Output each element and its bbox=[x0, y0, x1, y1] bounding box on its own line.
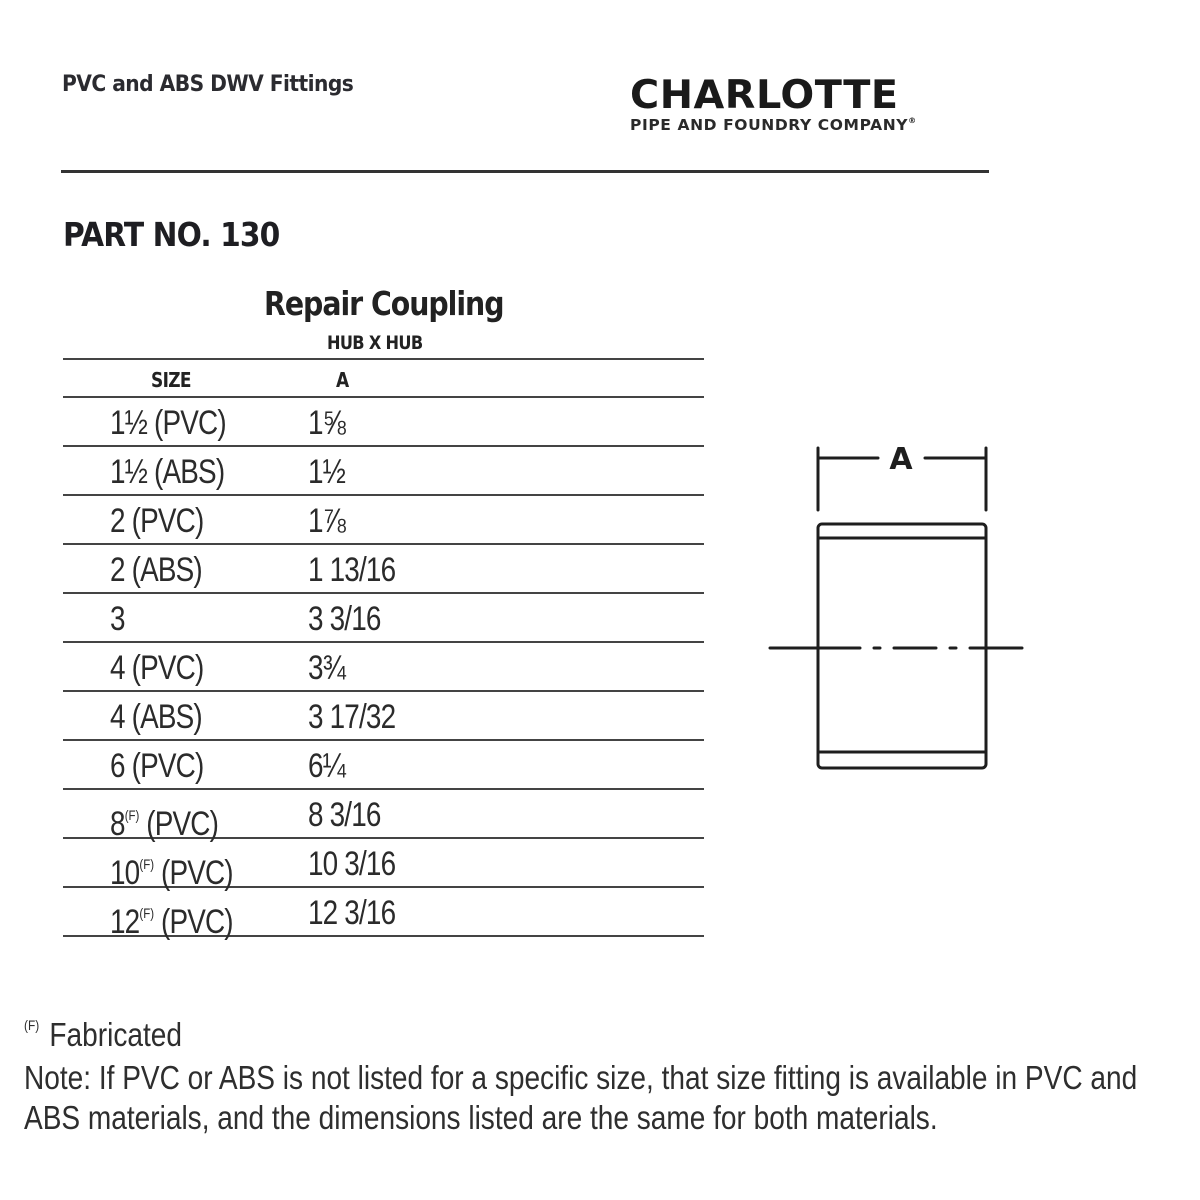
table-header-row bbox=[63, 360, 704, 396]
size-cell: 1½ (PVC) bbox=[110, 404, 226, 442]
brand-subtitle-text: PIPE AND FOUNDRY COMPANY bbox=[630, 116, 909, 134]
size-cell: 4 (PVC) bbox=[110, 649, 204, 687]
table-row bbox=[63, 447, 704, 494]
dimension-a-cell: 1⅝ bbox=[308, 404, 346, 442]
material-label: (PVC) bbox=[154, 854, 233, 892]
size-cell bbox=[110, 893, 233, 942]
table-row bbox=[63, 398, 704, 445]
dimension-a-cell: 3¾ bbox=[308, 649, 346, 687]
size-cell: 4 (ABS) bbox=[110, 698, 202, 736]
dimension-label: A bbox=[889, 442, 913, 477]
table-row bbox=[63, 741, 704, 788]
header-divider bbox=[61, 170, 989, 173]
dimension-a-cell: 3 3/16 bbox=[308, 600, 381, 638]
brand-logo bbox=[630, 74, 990, 134]
column-header-a: A bbox=[336, 368, 349, 392]
brand-subtitle bbox=[630, 116, 990, 134]
dimension-a-cell: 1⅞ bbox=[308, 502, 346, 540]
material-label: (PVC) bbox=[139, 805, 219, 843]
table-row bbox=[63, 692, 704, 739]
dimension-a-cell: 3 17/32 bbox=[308, 698, 396, 736]
dimension-a-cell: 8 3/16 bbox=[308, 796, 381, 834]
document-category-title: PVC and ABS DWV Fittings bbox=[62, 72, 354, 97]
product-name: Repair Coupling bbox=[264, 284, 504, 323]
size-cell: 6 (PVC) bbox=[110, 747, 204, 785]
registered-mark: ® bbox=[908, 116, 917, 125]
size-cell: 2 (ABS) bbox=[110, 551, 202, 589]
dimension-a-cell: 1½ bbox=[308, 453, 346, 491]
size-value: 10 bbox=[110, 854, 140, 892]
size-value: 8 bbox=[110, 805, 125, 843]
size-cell: 3 bbox=[110, 600, 125, 638]
table-row bbox=[63, 496, 704, 543]
table-row bbox=[63, 594, 704, 641]
fabricated-mark: (F) bbox=[139, 905, 155, 921]
material-label: (PVC) bbox=[154, 903, 233, 941]
footnote-fabricated bbox=[24, 1016, 182, 1054]
dimension-a-cell: 12 3/16 bbox=[308, 894, 396, 932]
dimension-a-cell: 1 13/16 bbox=[308, 551, 396, 589]
dimension-table bbox=[63, 358, 704, 941]
brand-name: CHARLOTTE bbox=[630, 73, 899, 118]
fabricated-mark: (F) bbox=[124, 807, 140, 823]
fabricated-mark: (F) bbox=[139, 856, 155, 872]
part-number: PART NO. 130 bbox=[63, 215, 280, 254]
product-type: HUB X HUB bbox=[327, 332, 423, 354]
table-row bbox=[63, 839, 704, 892]
size-value: 12 bbox=[110, 903, 140, 941]
repair-coupling-drawing-icon bbox=[760, 430, 1040, 790]
material-note: Note: If PVC or ABS is not listed for a specific size, that size fitting is available in PVC and ABS materials, and the dimensions listed are the same for both materials. bbox=[24, 1059, 1138, 1136]
size-cell: 2 (PVC) bbox=[110, 502, 204, 540]
column-header-size: SIZE bbox=[151, 368, 191, 392]
table-row bbox=[63, 790, 704, 843]
table-row bbox=[63, 888, 704, 941]
dimension-a-cell: 10 3/16 bbox=[308, 845, 396, 883]
footnote-text: Fabricated bbox=[49, 1016, 182, 1053]
size-cell bbox=[110, 844, 233, 893]
footnote-mark: (F) bbox=[24, 1017, 40, 1033]
table-row bbox=[63, 545, 704, 592]
table-row bbox=[63, 643, 704, 690]
dimension-a-cell: 6¼ bbox=[308, 747, 346, 785]
size-cell: 1½ (ABS) bbox=[110, 453, 225, 491]
size-cell bbox=[110, 795, 218, 844]
